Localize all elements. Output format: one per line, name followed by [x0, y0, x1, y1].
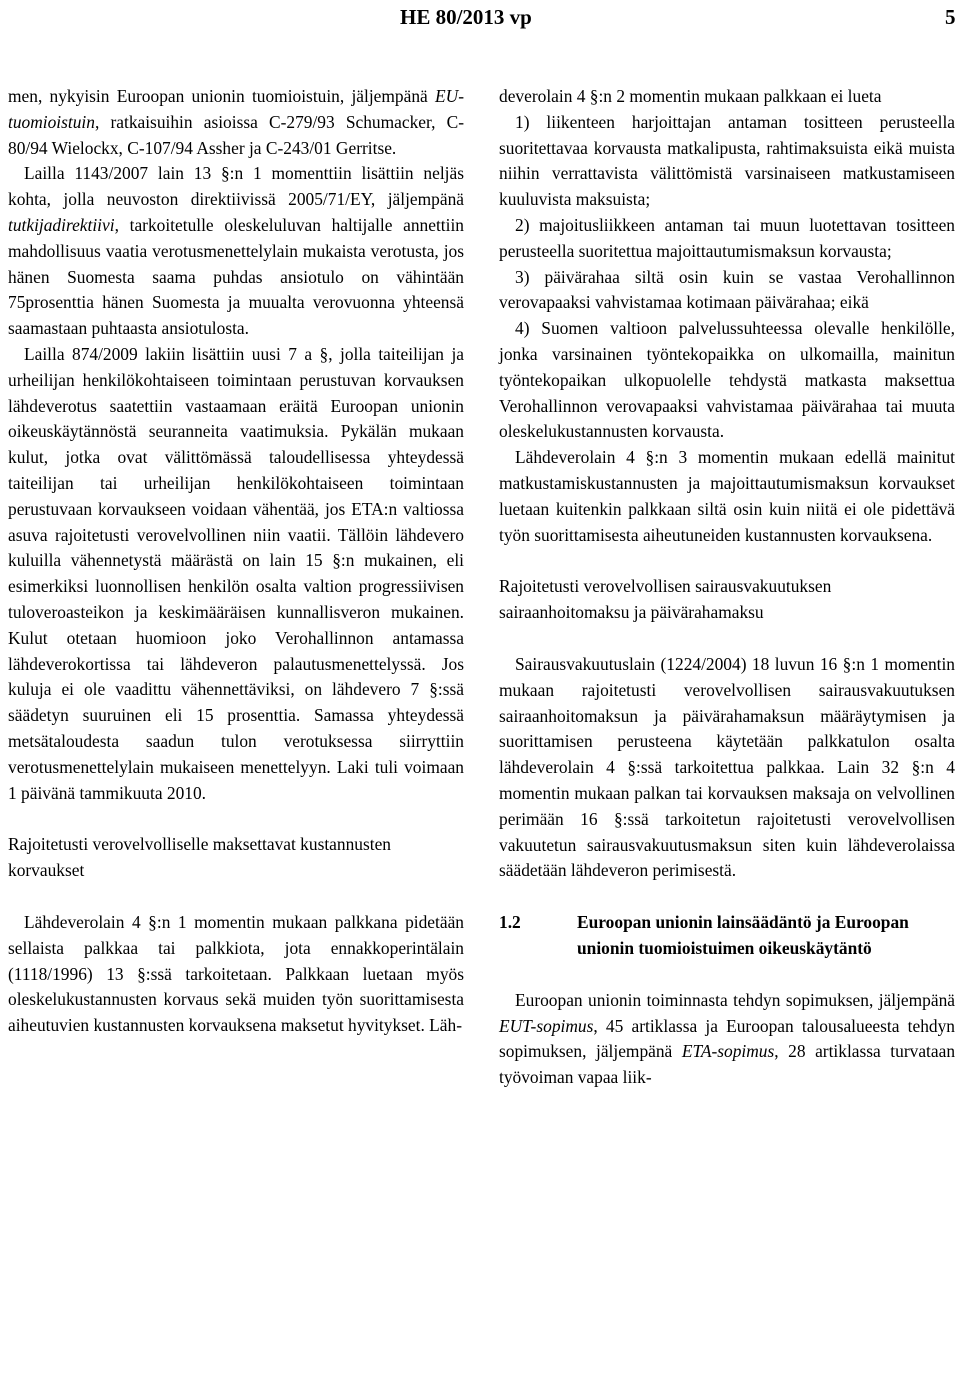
- list-item: 4) Suomen valtioon palvelussuhteessa olevalle henkilölle, jonka varsinainen työntekopaikka on ulkomailla, mainitun työntekopaikan ulkopuolelle tehdystä matkasta maksettua Verohallinnon verovapaaksi vahvistamaa päivärahaa tai muuta oleskelukustannusten korvausta.: [499, 318, 955, 442]
- list-item: 3) päivärahaa siltä osin kuin se vastaa Verohallinnon verovapaaksi vahvistamaa kotimaan päivärahaa; eikä: [499, 266, 955, 313]
- paragraph: Lähdeverolain 4 §:n 3 momentin mukaan edellä mainitut matkustamiskustannusten ja majoittautumismaksun korvaukset luetaan kuitenkin palkkaan siltä osin kuin niitä ei ole pidettävä työn suorittamisesta aiheutuneiden kustannusten korvauksena.: [499, 447, 955, 545]
- right-column: [499, 84, 955, 1091]
- paragraph: Sairausvakuutuslain (1224/2004) 18 luvun 16 §:n 1 momentin mukaan rajoitetusti verovelvollisen sairausvakuutuksen sairaanhoitomaksun ja päivärahamaksun määräytymisen ja suorittamisen perusteena käytetään palkkatulon osalta lähdeverolain 4 §:ssä tarkoitettua palkkaa. Lain 32 §:n 4 momentin mukaan palkan tai korvauksen maksaja on velvollinen perimään 16 §:ssä tarkoitetun rajoitetusti verovelvollisen vakuutetun sairausvakuutusmaksun siten kuin lähdeverolaissa säädetään lähdeveron perimisestä.: [499, 653, 955, 881]
- section-number: 1.2: [499, 912, 521, 933]
- list-item: 1) liikenteen harjoittajan antaman tositteen perusteella suoritettavaa korvausta matkalipusta, rahtimaksuista eikä muista niihin verrattavista välittömistä varsinaiseen matkustamiseen kuuluvista maksuista;: [499, 111, 955, 210]
- page-number: 5: [945, 5, 956, 29]
- paragraph: Euroopan unionin toiminnasta tehdyn sopimuksen, jäljempänä EUT-sopimus, 45 artiklassa ja Euroopan talousalueesta tehdyn sopimuksen, jäljempänä ETA-sopimus, 28 artiklassa turvataan työvoiman vapaa liik-: [499, 989, 956, 1088]
- left-column: [8, 84, 464, 1039]
- document-id: HE 80/2013 vp: [400, 5, 532, 29]
- paragraph: Lähdeverolain 4 §:n 1 momentin mukaan palkkana pidetään sellaista palkkaa tai palkkiota, jota ennakkoperintälain (1118/1996) 13 §:ssä tarkoitetaan. Palkkaan luetaan myös oleskelukustannusten korvaus sekä muiden työn suorittamisesta aiheutuvien kustannusten korvauksena maksetut hyvitykset. Läh-: [8, 911, 464, 1036]
- paragraph: men, nykyisin Euroopan unionin tuomioistuin, jäljempänä EU-tuomioistuin, ratkaisuihin asioissa C-279/93 Schumacker, C-80/94 Wielockx, C-107/94 Assher ja C-243/01 Gerritse.: [8, 86, 464, 158]
- list-item: 2) majoitusliikkeen antaman tai muun luotettavan tositteen perusteella suoritettua majoittautumismaksun korvausta;: [499, 214, 955, 261]
- section-heading: [499, 910, 955, 962]
- section-title: Euroopan unionin lainsäädäntö ja Euroopan unionin tuomioistuimen oikeuskäytäntö: [577, 912, 909, 958]
- paragraph: deverolain 4 §:n 2 momentin mukaan palkkaan ei lueta: [499, 86, 882, 106]
- paragraph: Lailla 1143/2007 lain 13 §:n 1 momenttiin lisättiin neljäs kohta, jolla neuvoston direktiivissä 2005/71/EY, jäljempänä tutkijadirektiivi, tarkoitetulle oleskeluluvan haltijalle annettiin mahdollisuus vaatia verotusmenettelylain mukaista verotusta, jos hänen Suomesta saama puhdas ansiotulo on vähintään 75prosenttia hänen Suomesta ja muualta verovuonna yhteensä saamastaan puhtaasta ansiotulosta.: [8, 163, 464, 339]
- paragraph: Lailla 874/2009 lakiin lisättiin uusi 7 a §, jolla taiteilijan ja urheilijan henkilökohtaiseen toimintaan perustuvan korvauksen lähdeverotus saatettiin vastaamaan eräitä Euroopan unionin oikeuskäytännöstä seuranneita vaatimuksia. Pykälän mukaan kulut, jotka ovat välittömässä taloudellisessa yhteydessä taiteilijan tai urheilijan henkilökohtaiseen toimintaan perustuvaan korvaukseen voidaan vähentää, jos ETA:n valtiossa asuva rajoitetusti verovelvollinen niin vaatii. Tällöin lähdevero kuluilla vähennetystä määrästä on lain 15 §:n mukainen, eli esimerkiksi luonnollisen henkilön osalta valtion progressiivisen tuloveroasteikon ja keskimääräisen kunnallisveron mukainen. Kulut otetaan huomioon joko Verohallinnon antamassa lähdeverokortissa tai lähdeveron palautusmenettelyssä. Jos kuluja ei ole vaadittu vähennettäviksi, on lähdevero 7 §:ssä säädetyn suuruinen eli 15 prosenttia. Samassa yhteydessä metsätaloudesta saadun tulon verotuksessa siirryttiin verotusmenettelylain mukaiseen menettelyyn. Laki tuli voimaan 1 päivänä tammikuuta 2010.: [8, 343, 464, 803]
- page-header: [0, 3, 960, 33]
- subheading: Rajoitetusti verovelvolliselle maksettavat kustannusten korvaukset: [8, 834, 391, 881]
- subheading: Rajoitetusti verovelvollisen sairausvakuutuksen sairaanhoitomaksu ja päivärahamaksu: [499, 576, 832, 623]
